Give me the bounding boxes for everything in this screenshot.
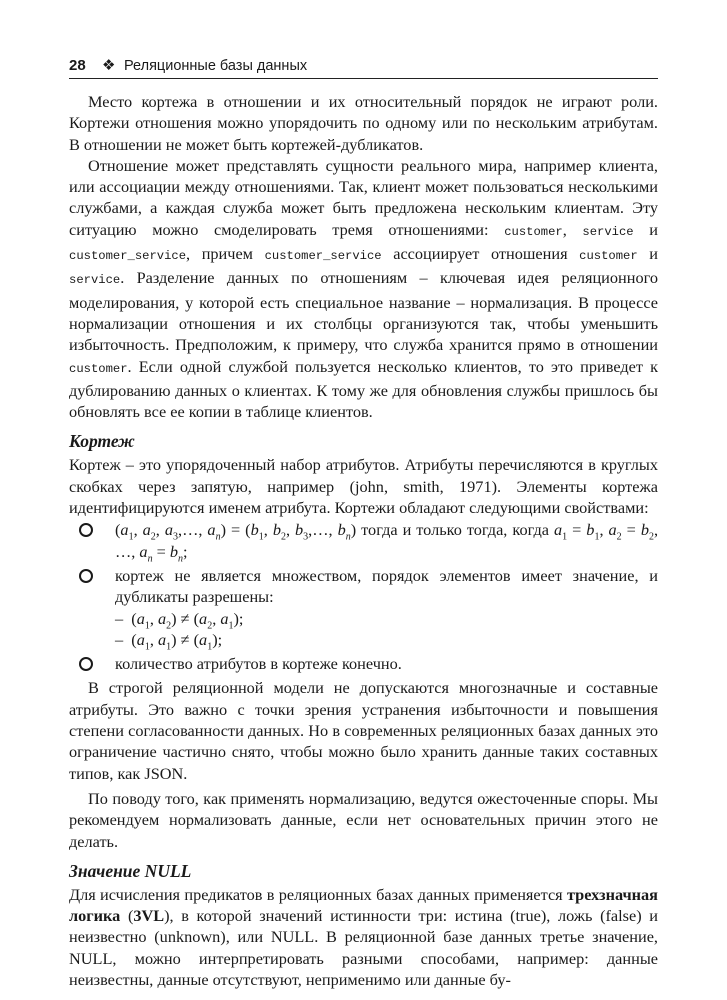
formula-condition: $a_1 = b_1$, $a_2 = b_2$, …, $a_n = b_n$;: [115, 520, 659, 564]
formula-order-matters: – ($a_1$, $a_2) \ne (a_2$, $a_1$);: [115, 608, 244, 631]
formula-duplicates: – ($a_1$, $a_1) \ne (a_1)$;: [115, 629, 223, 653]
tuple-properties-list: [69, 519, 658, 674]
formula-equality: ($a_1$, $a_2$, $a_3,\dots$, $a_n) = (b_1$, $b_2$, $b_3,\dots$, $b_n$): [115, 520, 357, 543]
section-heading-tuple: Кортеж: [69, 431, 135, 452]
section-heading-null: Значение NULL: [69, 860, 192, 881]
circle-bullet-icon: [79, 569, 93, 583]
circle-bullet-icon: [79, 523, 93, 537]
paragraph-relations: Отношение может представлять сущности реального мира, например клиента, или ассоциации между отношениями. Так, клиент может пользоваться несколькими службами, а каждая служба может быть предложена нескольким клиентам. Эту ситуацию можно смоделировать тремя отношениями: customer, service и customer_service, причем customer_service ассоциирует отношения customer и service. Разделение данных по отношениям – ключевая идея реляционного моделирования, у которой есть специальное название – нормализация. В процессе нормализации отношения и их столбцы организуются так, чтобы уменьшить избыточность. Предположим, к примеру, что служба хранится прямо в отношении customer. Если одной службой пользуется несколько клиентов, то это приведет к дублированию данных о клиентах. К тому же для обновления службы пришлось бы обновлять все ее копии в таблице клиентов.: [69, 155, 658, 422]
paragraph-multivalued: В строгой реляционной модели не допускаются многозначные и составные атрибуты. Это важно с точки зрения устранения избыточности и повышения степени согласованности данных. Но в современных реляционных базах данных это ограничение частично снято, чтобы можно было хранить данные таких составных типов, как JSON.: [69, 678, 658, 783]
circle-bullet-icon: [79, 657, 93, 671]
paragraph-null: Для исчисления предикатов в реляционных базах данных применяется трехзначная логика (3VL), в которой значений истинности три: истина (true), ложь (false) и неизвестно (unknown), или NULL. В реляционной базе данных третье значение, NULL, можно интерпретировать разными способами, например: данные неизвестны, данные отсутствуют, неприменимо или данные бу-: [69, 884, 658, 989]
list-item: ($a_1$, $a_2$, $a_3,\dots$, $a_n) = (b_1$, $b_2$, $b_3,\dots$, $b_n$) тогда и только тогда, когда $a_1 = b_1$, $a_2 = b_2$, …, $a_n = b_n$;: [69, 519, 658, 562]
list-item: количество атрибутов в кортеже конечно.: [69, 653, 658, 674]
page-content: [69, 91, 658, 990]
page-number: 28: [69, 57, 86, 74]
ornament-icon: ❖: [102, 57, 116, 74]
chapter-title: Реляционные базы данных: [124, 58, 308, 74]
paragraph-normalization: По поводу того, как применять нормализацию, ведутся ожесточенные споры. Мы рекомендуем нормализовать данные, если нет основательных причин этого не делать.: [69, 788, 658, 851]
paragraph-tuple-order: Место кортежа в отношении и их относительный порядок не играют роли. Кортежи отношения можно упорядочить по одному или по нескольким атрибутам. В отношении не может быть кортежей-дубликатов.: [69, 92, 658, 154]
paragraph-tuple-intro: Кортеж – это упорядоченный набор атрибутов. Атрибуты перечисляются в круглых скобках через запятую, например (john, smith, 1971). Элементы кортежа идентифицируются именем атрибута. Кортежи обладают следующими свойствами:: [69, 455, 658, 518]
list-item: кортеж не является множеством, порядок элементов имеет значение, и дубликаты разрешены: – ($a_1$, $a_2) \ne (a_2$, $a_1$); – ($a_1$, $a_1) \ne (a_1)$;: [69, 565, 658, 650]
running-header: [69, 56, 658, 79]
